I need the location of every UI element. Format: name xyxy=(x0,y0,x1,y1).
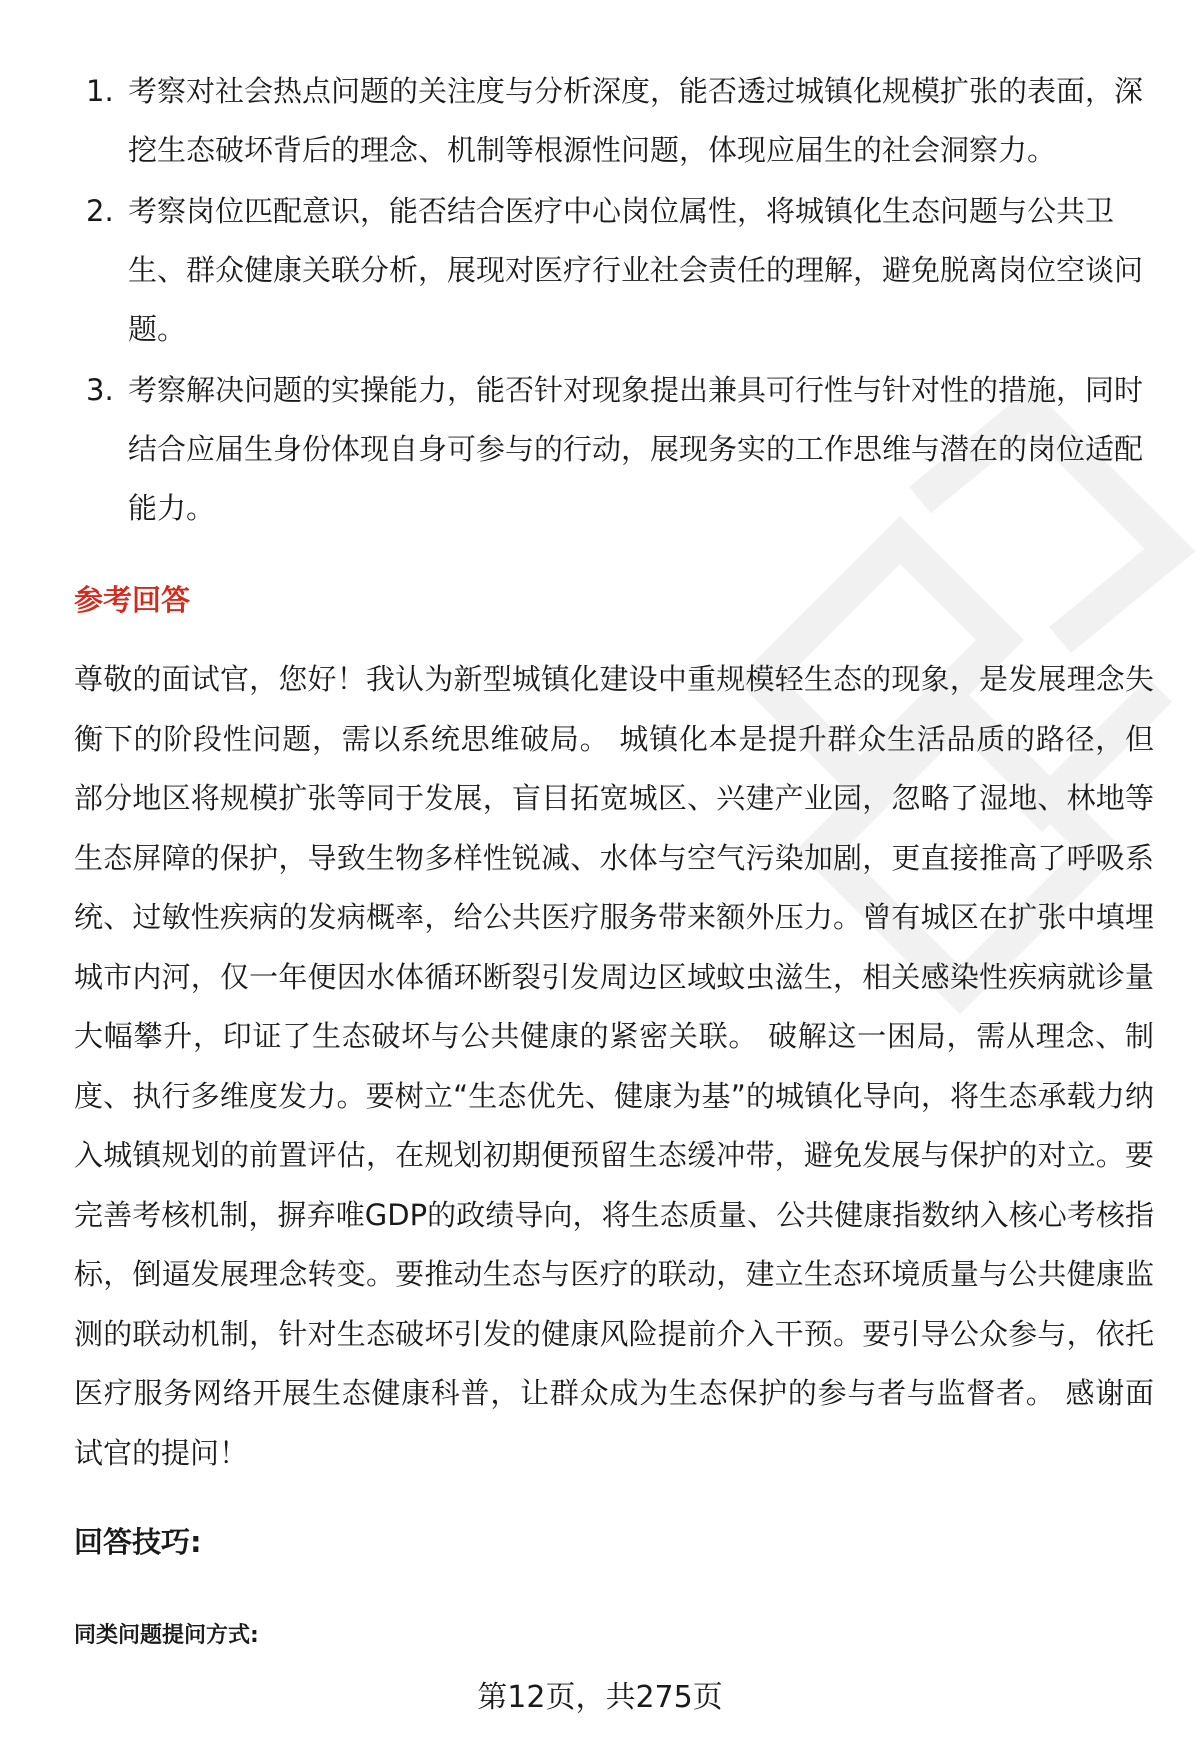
similar-questions-heading: 同类问题提问方式: xyxy=(74,1623,259,1648)
criteria-number: 3. xyxy=(86,373,114,407)
page-number: 第12页，共275页 xyxy=(477,1680,723,1715)
criteria-number: 1. xyxy=(86,74,114,108)
criteria-text: 考察解决问题的实操能力，能否针对现象提出兼具可行性与针对性的措施，同时结合应届生身份体现自身可参与的行动，展现务实的工作思维与潜在的岗位适配能力。 xyxy=(128,373,1144,525)
criteria-text: 考察对社会热点问题的关注度与分析深度，能否透过城镇化规模扩张的表面，深挖生态破坏背后的理念、机制等根源性问题，体现应届生的社会洞察力。 xyxy=(128,74,1144,167)
criteria-text: 考察岗位匹配意识，能否结合医疗中心岗位属性，将城镇化生态问题与公共卫生、群众健康关联分析，展现对医疗行业社会责任的理解，避免脱离岗位空谈问题。 xyxy=(128,194,1144,346)
criteria-item xyxy=(86,361,1146,538)
evaluation-criteria-list xyxy=(86,62,1146,540)
criteria-number: 2. xyxy=(86,194,114,228)
criteria-item xyxy=(86,182,1146,359)
criteria-item xyxy=(86,62,1146,180)
reference-answer-heading: 参考回答 xyxy=(74,583,191,617)
answer-tips-heading: 回答技巧: xyxy=(74,1525,202,1559)
reference-answer-body: 尊敬的面试官，您好！我认为新型城镇化建设中重规模轻生态的现象，是发展理念失衡下的阶段性问题，需以系统思维破局。 城镇化本是提升群众生活品质的路径，但部分地区将规模扩张等同于发展，盲目拓宽城区、兴建产业园，忽略了湿地、林地等生态屏障的保护，导致生物多样性锐减、水体与空气污染加剧，更直接推高了呼吸系统、过敏性疾病的发病概率，给公共医疗服务带来额外压力。曾有城区在扩张中填埋城市内河，仅一年便因水体循环断裂引发周边区域蚊虫滋生，相关感染性疾病就诊量大幅攀升，印证了生态破坏与公共健康的紧密关联。 破解这一困局，需从理念、制度、执行多维度发力。要树立“生态优先、健康为基”的城镇化导向，将生态承载力纳入城镇规划的前置评估，在规划初期便预留生态缓冲带，避免发展与保护的对立。要完善考核机制，摒弃唯GDP的政绩导向，将生态质量、公共健康指数纳入核心考核指标，倒逼发展理念转变。要推动生态与医疗的联动，建立生态环境质量与公共健康监测的联动机制，针对生态破坏引发的健康风险提前介入干预。要引导公众参与，依托医疗服务网络开展生态健康科普，让群众成为生态保护的参与者与监督者。 感谢面试官的提问！ xyxy=(74,662,1154,1470)
